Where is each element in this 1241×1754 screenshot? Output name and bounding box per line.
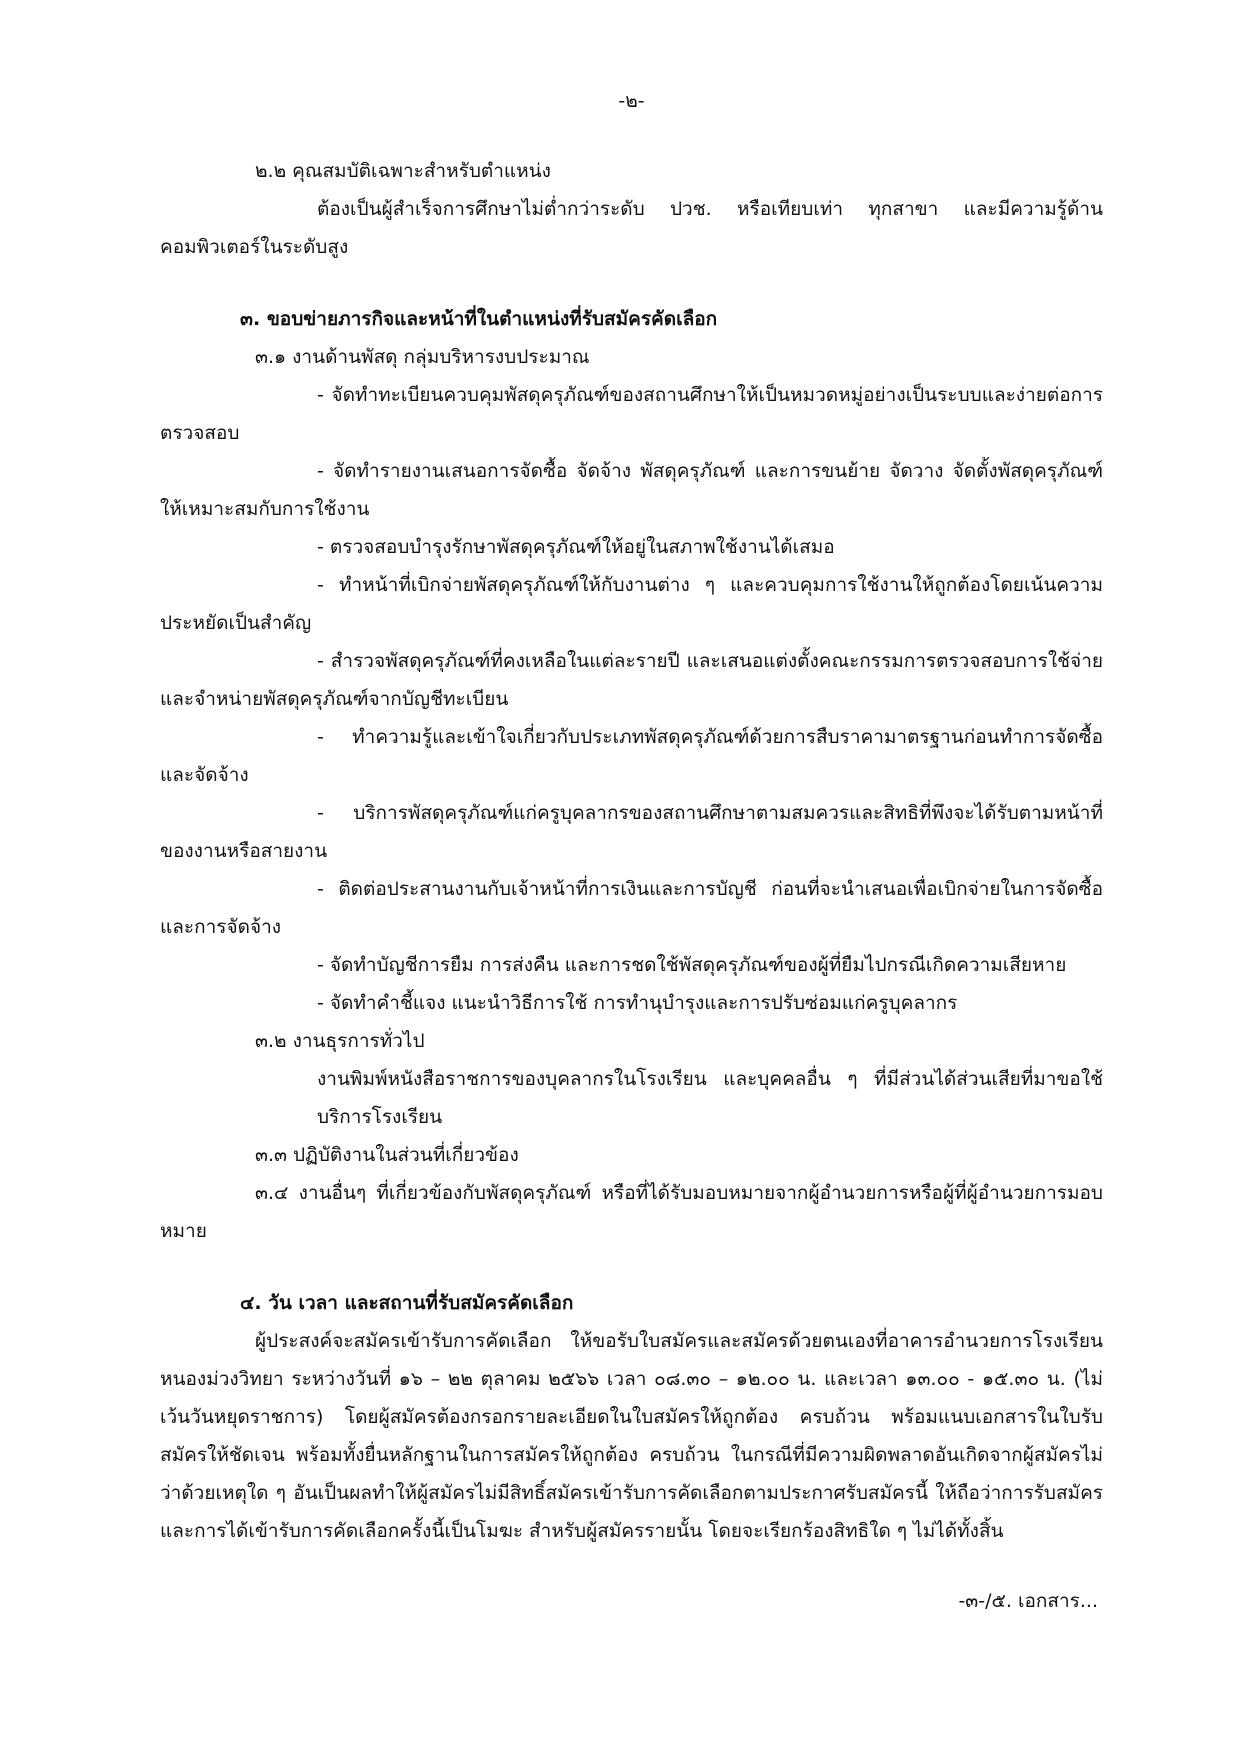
section-2-2-title: ๒.๒ คุณสมบัติเฉพาะสำหรับตำแหน่ง [255,160,551,182]
section-3-heading: ๓. ขอบข่ายภารกิจและหน้าที่ในตำแหน่งที่รับสมัครคัดเลือก [240,308,718,330]
spacer [160,266,1103,300]
section-3-3-title: ๓.๓ ปฏิบัติงานในส่วนที่เกี่ยวข้อง [255,1144,519,1166]
list-item: - สำรวจพัสดุครุภัณฑ์ที่คงเหลือในแต่ละรายปี และเสนอแต่งตั้งคณะกรรมการตรวจสอบการใช้จ่ายและจำหน่ายพัสดุครุภัณฑ์จากบัญชีทะเบียน [160,650,1103,710]
section-3-2-body: งานพิมพ์หนังสือราชการของบุคลากรในโรงเรียน และบุคคลอื่น ๆ ที่มีส่วนได้ส่วนเสียที่มาขอใช้บริการโรงเรียน [317,1068,1103,1128]
list-item: - จัดทำคำชี้แจง แนะนำวิธีการใช้ การทำนุบำรุงและการปรับซ่อมแก่ครูบุคลากร [317,992,958,1014]
page-number: -๒- [618,90,645,112]
section-3-2-title: ๓.๒ งานธุรการทั่วไป [255,1030,425,1052]
section-3-1-title: ๓.๑ งานด้านพัสดุ กลุ่มบริหารงบประมาณ [255,346,590,368]
list-item: - จัดทำบัญชีการยืม การส่งคืน และการชดใช้พัสดุครุภัณฑ์ของผู้ที่ยืมไปกรณีเกิดความเสียหาย [317,954,1067,976]
section-4-body: ผู้ประสงค์จะสมัครเข้ารับการคัดเลือก ให้ขอรับใบสมัครและสมัครด้วยตนเองที่อาคารอำนวยการโรงเรียนหนองม่วงวิทยา ระหว่างวันที่ ๑๖ – ๒๒ ตุลาคม ๒๕๖๖ เวลา ๐๘.๓๐ – ๑๒.๐๐ น. และเวลา ๑๓.๐๐ - ๑๕.๓๐ น. (ไม่เว้นวันหยุดราชการ) โดยผู้สมัครต้องกรอกรายละเอียดในใบสมัครให้ถูกต้อง ครบถ้วน พร้อมแนบเอกสารในใบรับสมัครให้ชัดเจน พร้อมทั้งยื่นหลักฐานในการสมัครให้ถูกต้อง ครบถ้วน ในกรณีที่มีความผิดพลาดอันเกิดจากผู้สมัครไม่ว่าด้วยเหตุใด ๆ อันเป็นผลทำให้ผู้สมัครไม่มีสิทธิ์สมัครเข้ารับการคัดเลือกตามประกาศรับสมัครนี้ ให้ถือว่าการรับสมัครและการได้เข้ารับการคัดเลือกครั้งนี้เป็นโมฆะ สำหรับผู้สมัครรายนั้น โดยจะเรียกร้องสิทธิใด ๆ ไม่ได้ทั้งสิ้น [160,1330,1103,1542]
list-item: - ติดต่อประสานงานกับเจ้าหน้าที่การเงินและการบัญชี ก่อนที่จะนำเสนอเพื่อเบิกจ่ายในการจัดซื้อและการจัดจ้าง [160,878,1103,938]
section-4-heading: ๔. วัน เวลา และสถานที่รับสมัครคัดเลือก [240,1292,574,1314]
list-item: - ทำความรู้และเข้าใจเกี่ยวกับประเภทพัสดุครุภัณฑ์ด้วยการสืบราคามาตรฐานก่อนทำการจัดซื้อและจัดจ้าง [160,726,1103,786]
section-3-4-title: ๓.๔ งานอื่นๆ ที่เกี่ยวข้องกับพัสดุครุภัณฑ์ หรือที่ได้รับมอบหมายจากผู้อำนวยการหรือผู้ที่ผู้อำนวยการมอบหมาย [160,1182,1103,1242]
spacer [160,1250,1103,1284]
list-item: - ตรวจสอบบำรุงรักษาพัสดุครุภัณฑ์ให้อยู่ในสภาพใช้งานได้เสมอ [317,536,835,558]
section-2-2-body: ต้องเป็นผู้สำเร็จการศึกษาไม่ต่ำกว่าระดับ ปวช. หรือเทียบเท่า ทุกสาขา และมีความรู้ด้านคอมพิวเตอร์ในระดับสูง [160,198,1103,258]
list-item: - จัดทำรายงานเสนอการจัดซื้อ จัดจ้าง พัสดุครุภัณฑ์ และการขนย้าย จัดวาง จัดตั้งพัสดุครุภัณฑ์ให้เหมาะสมกับการใช้งาน [160,460,1103,520]
page-footer-continuation: -๓-/๕. เอกสาร... [958,1590,1098,1612]
list-item: - บริการพัสดุครุภัณฑ์แก่ครูบุคลากรของสถานศึกษาตามสมควรและสิทธิที่พึงจะได้รับตามหน้าที่ของงานหรือสายงาน [160,802,1103,862]
list-item: - จัดทำทะเบียนควบคุมพัสดุครุภัณฑ์ของสถานศึกษาให้เป็นหมวดหมู่อย่างเป็นระบบและง่ายต่อการตรวจสอบ [160,384,1103,444]
list-item: - ทำหน้าที่เบิกจ่ายพัสดุครุภัณฑ์ให้กับงานต่าง ๆ และควบคุมการใช้งานให้ถูกต้องโดยเน้นความประหยัดเป็นสำคัญ [160,574,1103,634]
